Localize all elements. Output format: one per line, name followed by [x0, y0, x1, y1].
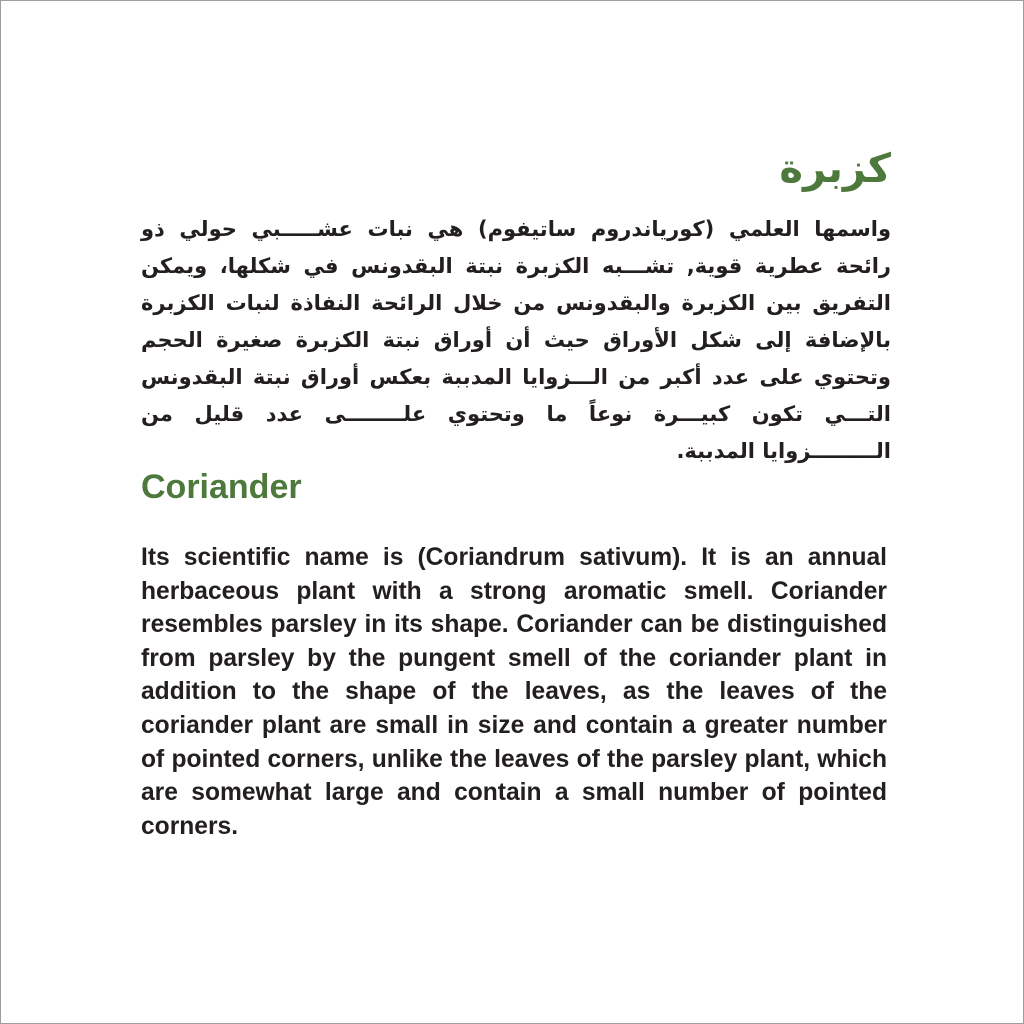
arabic-title: كزبرة [779, 146, 891, 192]
english-section [141, 463, 887, 843]
arabic-body-text: واسمها العلمي (كورياندروم ساتيفوم) هي نبات عشـــــبي حولي ذو رائحة عطرية قوية, تشـــبه الكزبرة نبتة البقدونس في شكلها، ويمكن التفريق بين الكزبرة والبقدونس من خلال الرائحة النفاذة لنبات الكزبرة بالإضافة إلى شكل الأوراق حيث أن أوراق نبتة الكزبرة صغيرة الحجم وتحتوي على عدد أكبر من الـــزوايا المدببة بعكس أوراق نبتة البقدونس التـــي تكون كبيـــرة نوعاً ما وتحتوي علــــــــى عدد قليل من الـــــــــزوايا المدببة. [141, 217, 891, 463]
english-body-text: Its scientific name is (Coriandrum sativum). It is an annual herbaceous plant with a strong aromatic smell. Coriander resembles parsley in its shape. Coriander can be distinguished from parsley by the pungent smell of the coriander plant in addition to the shape of the leaves, as the leaves of the coriander plant are small in size and contain a greater number of pointed corners, unlike the leaves of the parsley plant, which are somewhat large and contain a small number of pointed corners. [141, 544, 887, 840]
english-title: Coriander [141, 468, 302, 506]
arabic-section [141, 141, 891, 470]
